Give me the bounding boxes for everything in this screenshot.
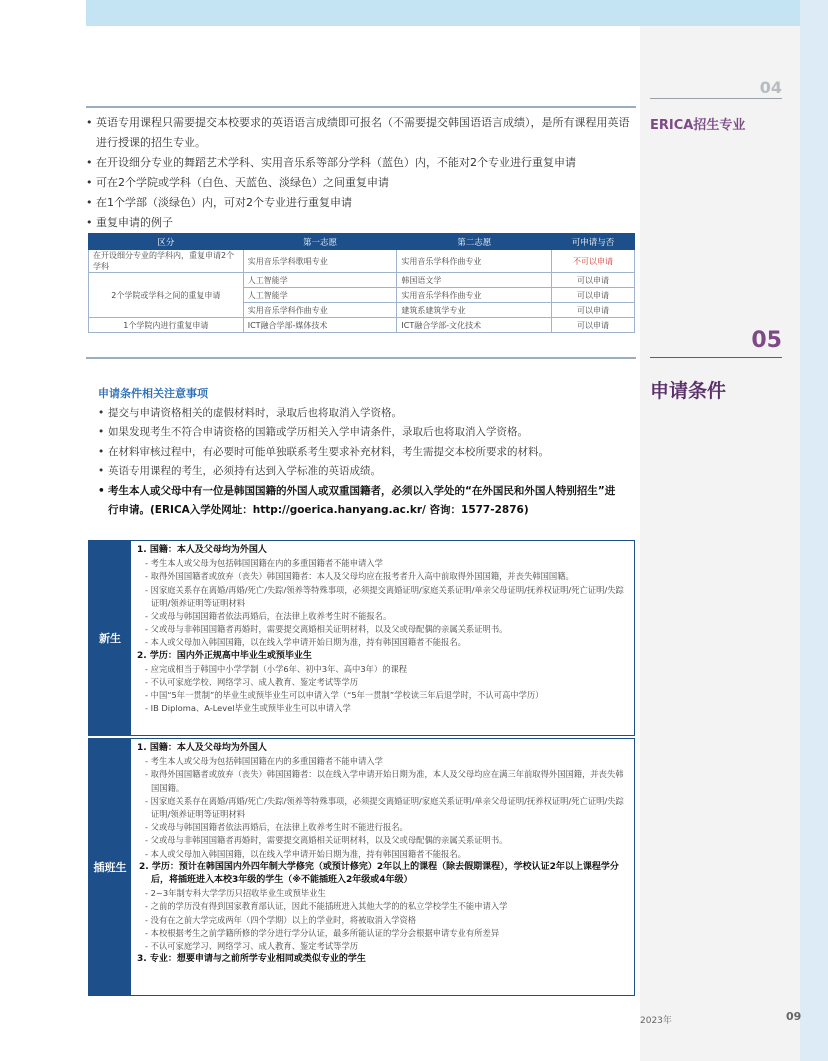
list-item: • 在开设细分专业的舞蹈艺术学科、实用音乐系等部分学科（蓝色）内，不能对2个专业进行重复申请 (86, 153, 636, 173)
table-cell: 可以申请 (552, 318, 635, 333)
column-header: 可申请与否 (552, 234, 635, 250)
freshman-requirements (88, 540, 635, 736)
table-cell: 韩国语文学 (397, 273, 552, 288)
requirement-detail: - 本人或父母加入韩国国籍，以在线入学申请开始日期为准，持有韩国国籍者不能报名。 (137, 848, 628, 861)
table-cell: 实用音乐学科歌唱专业 (243, 250, 397, 273)
table-cell: 可以申请 (552, 288, 635, 303)
requirement-detail: - 之前的学历没有得到国家教育部认证，因此不能插班进入其他大学的的私立学校学生不能申请入学 (137, 900, 628, 913)
section-number-04: 04 (759, 78, 782, 97)
page-number: 09 (786, 1010, 802, 1023)
requirement-detail: - 取得外国国籍者或放弃（丧失）韩国国籍者：以在线入学申请开始日期为准，本人及父母均应在满三年前取得外国国籍，并丧失韩国国籍。 (137, 768, 628, 794)
footer-text: 2023年 (640, 1016, 672, 1026)
list-item: • 可在2个学院或学科（白色、天蓝色、淡绿色）之间重复申请 (86, 173, 636, 193)
requirement-detail: - 因家庭关系存在离婚/再婚/死亡/失踪/领养等特殊事项，必须提交离婚证明/家庭关系证明/单亲父母证明/抚养权证明/死亡证明/失踪证明/领养证明等证明材料 (137, 795, 628, 821)
important-note: • 考生本人或父母中有一位是韩国国籍的外国人或双重国籍者，必须以入学处的“在外国民和外国人特别招生”进行申请。(ERICA入学处网址：http://goerica.hanyang.ac.kr/ 咨询：1577-2876) (98, 482, 624, 521)
list-item: • 英语专用课程只需要提交本校要求的英语语言成绩即可报名（不需要提交韩国语语言成绩），是所有课程用英语进行授课的招生专业。 (86, 113, 636, 153)
requirement-detail: - 父或母与非韩国国籍者再婚时，需要提交离婚相关证明材料，以及父或母配偶的亲属关系证明书。 (137, 623, 628, 636)
requirement-detail: - 不认可家庭学习、网络学习、成人教育、鉴定考试等学历 (137, 940, 628, 953)
requirement-detail: - 中国“5年一贯制”的毕业生或预毕业生可以申请入学（“5年一贯制”学校读三年后退学时，不认可高中学历） (137, 689, 628, 702)
transfer-requirements (88, 738, 635, 996)
duplicate-application-table (88, 233, 635, 333)
table-cell: 在开设细分专业的学科内，重复申请2个学科 (89, 250, 244, 273)
section-divider-05 (650, 357, 782, 358)
requirement-heading: 1. 国籍：本人及父母均为外国人 (137, 545, 267, 555)
requirement-detail: - 2~3年制专科大学学历只招收毕业生或预毕业生 (137, 887, 628, 900)
table-cell: 2个学院或学科之间的重复申请 (89, 273, 244, 318)
table-cell: 实用音乐学科作曲专业 (397, 288, 552, 303)
section-number-05: 05 (751, 328, 782, 353)
top-banner (86, 0, 828, 26)
requirement-heading: 3. 专业：想要申请与之前所学专业相同或类似专业的学生 (137, 954, 366, 965)
requirement-detail: - 父或母与韩国国籍者依法再婚后，在法律上收养考生时不能报名。 (137, 610, 628, 623)
table-row (89, 318, 635, 333)
table-cell: 不可以申请 (552, 250, 635, 273)
requirement-detail: - 考生本人或父母为包括韩国国籍在内的多重国籍者不能申请入学 (137, 755, 628, 768)
column-header: 第一志愿 (243, 234, 397, 250)
list-item: • 如果发现考生不符合申请资格的国籍或学历相关入学申请条件，录取后也将取消入学资格。 (98, 423, 624, 443)
requirement-detail: - 考生本人或父母为包括韩国国籍在内的多重国籍者不能申请入学 (137, 557, 628, 570)
requirement-detail: - 因家庭关系存在离婚/再婚/死亡/失踪/领养等特殊事项，必须提交离婚证明/家庭关系证明/单亲父母证明/抚养权证明/死亡证明/失踪证明/领养证明等证明材料 (137, 584, 628, 610)
section-title-04: ERICA招生专业 (650, 118, 746, 133)
column-header: 区分 (89, 234, 244, 250)
requirement-detail: - 应完成相当于韩国中小学学制（小学6年、初中3年、高中3年）的课程 (137, 663, 628, 676)
table-cell: 实用音乐学科作曲专业 (243, 303, 397, 318)
freshman-label: 新生 (89, 541, 131, 735)
table-row (89, 250, 635, 273)
top-rule (86, 106, 636, 108)
requirement-heading: 1. 国籍：本人及父母均为外国人 (137, 743, 267, 753)
table-row (89, 273, 635, 288)
table-cell: 人工智能学 (243, 273, 397, 288)
requirement-detail: - 父或母与韩国国籍者依法再婚后，在法律上收养考生时不能进行报名。 (137, 821, 628, 834)
list-item: • 英语专用课程的考生，必须持有达到入学标准的英语成绩。 (98, 462, 624, 482)
table-cell: 1个学院内进行重复申请 (89, 318, 244, 333)
section-title-05: 申请条件 (650, 380, 727, 402)
edge-stripe (800, 0, 828, 1061)
requirement-detail: - 没有在之前大学完成两年（四个学期）以上的学业时，将被取消入学资格 (137, 914, 628, 927)
requirement-detail: - 本人或父母加入韩国国籍，以在线入学申请开始日期为准，持有韩国国籍者不能报名。 (137, 636, 628, 649)
requirement-detail: - 取得外国国籍者或放弃（丧失）韩国国籍者：本人及父母均应在报考者升入高中前取得外国国籍，并丧失韩国国籍。 (137, 570, 628, 583)
table-cell: 实用音乐学科作曲专业 (397, 250, 552, 273)
column-header: 第二志愿 (397, 234, 552, 250)
list-item: • 提交与申请资格相关的虚假材料时，录取后也将取消入学资格。 (98, 404, 624, 424)
table-cell: 可以申请 (552, 273, 635, 288)
transfer-body (131, 739, 634, 969)
requirement-detail: - 不认可家庭学校、网络学习、成人教育、鉴定考试等学历 (137, 676, 628, 689)
requirement-detail: - 父或母与非韩国国籍者再婚时，需要提交离婚相关证明材料，以及父或母配偶的亲属关系证明书。 (137, 834, 628, 847)
admission-notes (86, 113, 636, 233)
conditions-notice-box (86, 374, 636, 526)
table-cell: ICT融合学部-文化技术 (397, 318, 552, 333)
transfer-label: 插班生 (89, 739, 131, 995)
table-cell: 可以申请 (552, 303, 635, 318)
requirement-heading: 2. 学历：国内外正规高中毕业生或预毕业生 (137, 650, 312, 661)
table-cell: 建筑系建筑学专业 (397, 303, 552, 318)
section-divider-04 (650, 98, 782, 99)
freshman-body (131, 541, 634, 719)
list-item: • 在1个学部（淡绿色）内，可对2个专业进行重复申请 (86, 193, 636, 213)
requirement-detail: - IB Diploma、A-Level毕业生或预毕业生可以申请入学 (137, 702, 628, 715)
table-cell: ICT融合学部-媒体技术 (243, 318, 397, 333)
table-cell: 人工智能学 (243, 288, 397, 303)
requirement-detail: - 本校根据考生之前学籍所修的学分进行学分认证，最多所能认证的学分会根据申请专业有所差异 (137, 927, 628, 940)
list-item: • 在材料审核过程中，有必要时可能单独联系考生要求补充材料，考生需提交本校所要求的材料。 (98, 443, 624, 463)
list-item: • 重复申请的例子 (86, 213, 636, 233)
conditions-heading: 申请条件相关注意事项 (98, 387, 208, 400)
requirement-heading: 2. 学历：预计在韩国国内外四年制大学修完（或预计修完）2年以上的课程（除去假期课程），学校认证2年以上课程学分后，将插班进入本校3年级的学生（※不能插班入2年级或4年级） (139, 861, 619, 886)
middle-rule (86, 357, 636, 359)
table-header-row (89, 234, 635, 250)
